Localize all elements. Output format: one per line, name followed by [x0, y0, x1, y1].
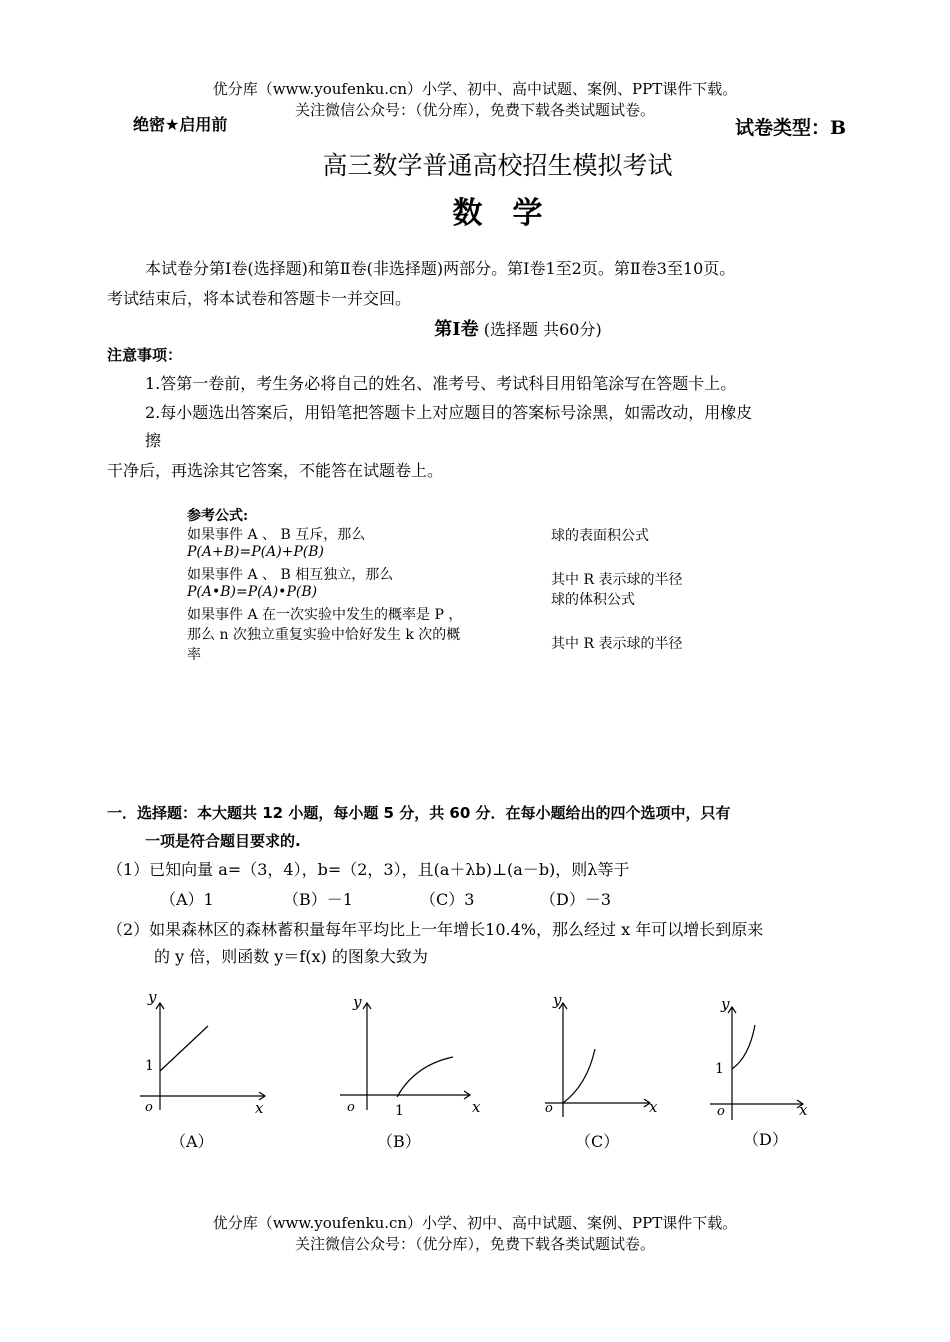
graph-a-y-label: y	[148, 988, 157, 1006]
graph-b-svg	[335, 985, 495, 1155]
intro-line-1: 本试卷分第Ⅰ卷(选择题)和第Ⅱ卷(非选择题)两部分。第Ⅰ卷1至2页。第Ⅱ卷3至10页。	[145, 259, 736, 278]
graph-a-tick: 1	[145, 1058, 154, 1074]
graph-b-x-label: x	[472, 1098, 481, 1116]
graph-b-curve	[397, 1057, 453, 1097]
formula-left-2: P(A+B)=P(A)+P(B)	[187, 544, 325, 560]
footer-line-1: 优分库（www.youfenku.cn）小学、初中、高中试题、案例、PPT课件下载。	[212, 1214, 738, 1232]
graph-d-x-label: x	[799, 1101, 808, 1119]
formula-left-4: P(A•B)=P(A)•P(B)	[187, 584, 318, 600]
graph-c	[535, 985, 675, 1155]
notice-title: 注意事项：	[107, 346, 183, 364]
graph-d-y-label: y	[721, 995, 730, 1013]
section1-line-2: 一项是符合题目要求的.	[145, 832, 301, 850]
formula-right-2: 其中 R 表示球的半径	[551, 572, 683, 588]
header-line-2: 关注微信公众号：（优分库），免费下载各类试题试卷。	[294, 101, 655, 119]
formula-right-1: 球的表面积公式	[551, 528, 649, 544]
graph-d-caption: （D）	[743, 1130, 788, 1149]
subject-title: 数 学	[452, 196, 543, 231]
paper-type: 试卷类型：B	[735, 117, 847, 139]
formula-right-3: 球的体积公式	[551, 592, 635, 608]
graph-d-tick: 1	[715, 1061, 724, 1077]
graph-a-svg	[130, 985, 280, 1155]
graph-b-caption: （B）	[377, 1132, 421, 1151]
formula-left-1: 如果事件 A 、 B 互斥，那么	[187, 527, 366, 543]
graph-d-svg	[705, 985, 835, 1155]
graph-b-tick: 1	[395, 1103, 404, 1119]
notice-item-1: 1.答第一卷前，考生务必将自己的姓名、准考号、考试科目用铅笔涂写在答题卡上。	[145, 374, 737, 393]
graph-d-curve	[732, 1025, 755, 1069]
graph-c-x-label: x	[649, 1098, 658, 1116]
graph-b-origin: o	[347, 1100, 355, 1115]
graph-a-origin: o	[145, 1100, 153, 1115]
formula-left-5: 如果事件 A 在一次实验中发生的概率是 P ，	[187, 607, 463, 623]
intro-line-2: 考试结束后，将本试卷和答题卡一并交回。	[107, 289, 412, 308]
part1-note: (选择题 共60分)	[483, 320, 602, 339]
graph-c-origin: o	[545, 1101, 553, 1116]
notice-item-2a: 2.每小题选出答案后，用铅笔把答题卡上对应题目的答案标号涂黑，如需改动，用橡皮	[145, 403, 753, 422]
part1-title: 第Ⅰ卷	[434, 319, 479, 340]
secret-label: 绝密★启用前	[133, 115, 228, 134]
graph-a-curve	[160, 1026, 208, 1071]
exam-title: 高三数学普通高校招生模拟考试	[322, 151, 673, 180]
part1-heading	[0, 315, 950, 341]
formula-left-7: 率	[187, 647, 201, 663]
q1-option-b: （B）－1	[283, 890, 353, 909]
section1-line-1: 一．选择题：本大题共 12 小题，每小题 5 分，共 60 分．在每小题给出的四个选项中，只有	[107, 804, 731, 822]
graph-b	[335, 985, 495, 1155]
header-line-1: 优分库（www.youfenku.cn）小学、初中、高中试题、案例、PPT课件下载。	[212, 80, 738, 98]
q1-stem: （1）已知向量 a=（3，4），b=（2，3），且(a＋λb)⊥(a－b)，则λ等于	[107, 860, 630, 879]
footer-line-2: 关注微信公众号：（优分库），免费下载各类试题试卷。	[294, 1235, 655, 1253]
graph-c-y-label: y	[553, 991, 562, 1009]
q1-option-c: （C）3	[420, 890, 475, 909]
q1-option-a: （A）1	[160, 890, 214, 909]
formulas-title: 参考公式:	[187, 508, 249, 524]
formula-left-6: 那么 n 次独立重复实验中恰好发生 k 次的概	[187, 627, 461, 643]
graph-d-origin: o	[717, 1104, 725, 1119]
graph-c-curve	[563, 1049, 595, 1103]
graph-a-x-label: x	[255, 1099, 264, 1117]
q1-option-d: （D）－3	[540, 890, 612, 909]
q2-stem-2: 的 y 倍，则函数 y＝f(x) 的图象大致为	[154, 947, 428, 966]
graph-a	[130, 985, 280, 1155]
graph-c-svg	[535, 985, 675, 1155]
formula-left-3: 如果事件 A 、 B 相互独立，那么	[187, 567, 394, 583]
graph-a-caption: （A）	[170, 1132, 214, 1151]
graph-b-y-label: y	[353, 993, 362, 1011]
q2-stem-1: （2）如果森林区的森林蓄积量每年平均比上一年增长10.4%，那么经过 x 年可以增长到原来	[107, 920, 764, 939]
formula-right-4: 其中 R 表示球的半径	[551, 636, 683, 652]
notice-item-2b: 擦	[145, 431, 162, 450]
graph-d	[705, 985, 835, 1155]
notice-item-2c: 干净后，再选涂其它答案，不能答在试题卷上。	[107, 461, 444, 480]
graph-c-caption: （C）	[575, 1132, 620, 1151]
